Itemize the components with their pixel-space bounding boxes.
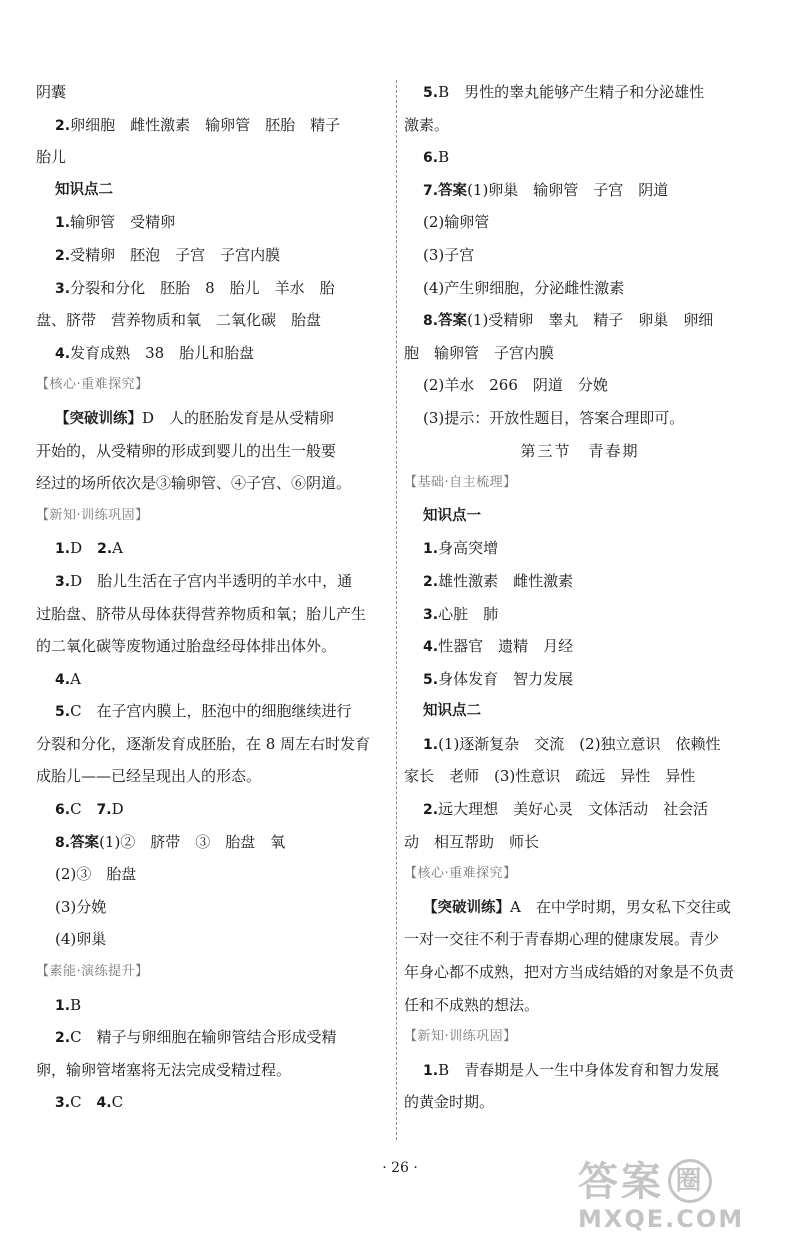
answer-text: D 人的胚胎发育是从受精卵: [142, 408, 335, 427]
answer-text: 阴囊: [36, 83, 67, 101]
page-number: · 26 ·: [382, 1160, 418, 1176]
text-line: [404, 141, 756, 174]
item-number: 7.: [423, 182, 439, 199]
answer-text: 受精卵 胚泡 子宫 子宫内膜: [70, 245, 281, 264]
item-number: 2.: [97, 541, 113, 558]
answer-text: (2)③ 胎盘: [55, 865, 137, 884]
answer-text: 输卵管 受精卵: [70, 213, 176, 232]
text-line: [36, 565, 388, 598]
text-line: [36, 923, 388, 956]
answer-text: A 在中学时期，男女私下交往或: [510, 897, 731, 916]
text-line: [36, 826, 388, 859]
item-number: 2.: [55, 1030, 71, 1047]
text-line: [36, 239, 388, 272]
item-number: 3.: [55, 1095, 71, 1112]
answer-text: (1)卵巢 输卵管 子宫 阴道: [467, 180, 669, 199]
answer-text: 胎儿: [36, 148, 67, 167]
text-line: [404, 337, 756, 370]
watermark-text: 答案: [578, 1159, 664, 1205]
item-number: 8.: [423, 313, 439, 330]
text-line: [36, 337, 388, 370]
answer-text: (1)受精卵 睾丸 精子 卵巢 卵细: [467, 311, 714, 330]
item-number: 4.: [55, 345, 71, 362]
item-number: 1.: [423, 736, 439, 753]
item-number: 4.: [423, 639, 439, 656]
section-heading: 【新知·训练巩固】: [36, 507, 149, 523]
answer-text: (3)提示：开放性题目，答案合理即可。: [423, 408, 685, 427]
answer-text: 激素。: [404, 115, 450, 134]
item-number: 5.: [423, 85, 439, 101]
answer-label: 答案: [438, 182, 468, 199]
answer-text: C 在子宫内膜上，胚泡中的细胞继续进行: [70, 702, 352, 721]
label-bold: 【突破训练】: [423, 899, 510, 916]
text-line: [404, 272, 756, 305]
answer-text: 开始的，从受精卵的形成到婴儿的出生一般要: [36, 441, 337, 460]
text-line: [36, 467, 388, 500]
column-divider: [396, 80, 397, 1140]
answer-text: 远大理想 美好心灵 文体活动 社会活: [438, 800, 709, 819]
answer-text: 心脏 肺: [438, 604, 499, 623]
text-line: [36, 532, 388, 565]
answer-text: (3)子宫: [423, 245, 475, 264]
knowledge-point-heading: 知识点二: [423, 703, 481, 720]
text-line: [36, 858, 388, 891]
answer-text: B: [438, 148, 450, 167]
section-heading: 【核心·重难探究】: [404, 866, 517, 882]
section-heading: 【核心·重难探究】: [36, 377, 149, 393]
text-line: [36, 304, 388, 337]
answer-text: D: [111, 800, 124, 819]
text-line: [404, 76, 756, 109]
answer-text: 年身心都不成熟，把对方当成结婚的对象是不负责: [404, 963, 735, 982]
text-line: [36, 760, 388, 793]
answer-text: 卵，输卵管堵塞将无法完成受精过程。: [36, 1060, 292, 1079]
section-heading: 【基础·自主梳理】: [404, 475, 517, 491]
answer-text: (1)逐渐复杂 交流 (2)独立意识 依赖性: [438, 734, 721, 753]
text-line: [36, 76, 388, 109]
text-line: [404, 174, 756, 207]
knowledge-point-heading: 知识点一: [423, 507, 481, 524]
knowledge-point-heading: 知识点二: [55, 181, 113, 198]
text-line: [36, 891, 388, 924]
answer-text: 的黄金时期。: [404, 1093, 495, 1112]
item-number: 5.: [423, 671, 439, 688]
text-line: [404, 663, 756, 696]
text-line: [36, 206, 388, 239]
answer-text: (4)卵巢: [55, 930, 107, 949]
answer-text: B: [70, 995, 82, 1014]
section-heading: 【素能·演练提升】: [36, 964, 149, 980]
item-number: 1.: [55, 215, 71, 232]
answer-text: 过胎盘、脐带从母体获得营养物质和氧；胎儿产生: [36, 604, 367, 623]
item-number: 2.: [55, 117, 71, 134]
watermark-url: MXQE.COM: [578, 1205, 745, 1233]
item-number: 3.: [423, 606, 439, 623]
item-number: 5.: [55, 704, 71, 721]
text-line: [404, 923, 756, 956]
item-number: 1.: [55, 541, 71, 558]
answer-text: A: [70, 669, 81, 688]
text-line: [404, 760, 756, 793]
item-number: 6.: [423, 150, 439, 167]
text-line: [404, 532, 756, 565]
text-line: [36, 728, 388, 761]
watermark-badge: 圈: [668, 1159, 712, 1203]
text-line: [36, 630, 388, 663]
answer-text: C 精子与卵细胞在输卵管结合形成受精: [70, 1028, 337, 1047]
text-line: [404, 369, 756, 402]
answer-text: (2)输卵管: [423, 213, 490, 232]
text-line: [404, 565, 756, 598]
left-column: [36, 76, 388, 1119]
text-line: [36, 141, 388, 174]
text-line: [36, 1054, 388, 1087]
answer-text: 任和不成熟的想法。: [404, 995, 540, 1014]
answer-text: 经过的场所依次是③输卵管、④子宫、⑥阴道。: [36, 474, 352, 493]
answer-text: B 青春期是人一生中身体发育和智力发展: [438, 1060, 720, 1079]
item-number: 2.: [423, 802, 439, 819]
text-line: [36, 793, 388, 826]
answer-text: C: [70, 1093, 97, 1112]
text-line: [404, 402, 756, 435]
answer-text: A: [112, 539, 123, 558]
item-number: 4.: [55, 671, 71, 688]
item-number: 7.: [96, 802, 112, 819]
answer-text: 胞 输卵管 子宫内膜: [404, 343, 555, 362]
item-number: 1.: [423, 1062, 439, 1079]
text-line: [404, 206, 756, 239]
answer-text: 分裂和分化，逐渐发育成胚胎，在 8 周左右时发育: [36, 734, 371, 753]
answer-text: 动 相互帮助 师长: [404, 832, 540, 851]
item-number: 1.: [55, 997, 71, 1014]
item-number: 3.: [55, 573, 71, 590]
label-bold: 【突破训练】: [55, 410, 142, 427]
text-line: [404, 793, 756, 826]
item-number: 8.: [55, 834, 71, 851]
text-line: [404, 304, 756, 337]
text-line: [36, 598, 388, 631]
answer-text: 雄性激素 雌性激素: [438, 571, 574, 590]
answer-text: (1)② 脐带 ③ 胎盘 氧: [99, 832, 286, 851]
text-line: [36, 402, 388, 435]
answer-text: 分裂和分化 胚胎 8 胎儿 羊水 胎: [70, 278, 335, 297]
text-line: [404, 728, 756, 761]
text-line: [404, 1086, 756, 1119]
item-number: 4.: [96, 1095, 112, 1112]
text-line: [404, 891, 756, 924]
answer-text: 身高突增: [438, 539, 499, 558]
text-line: [404, 109, 756, 142]
item-number: 3.: [55, 280, 71, 297]
item-number: 1.: [423, 541, 439, 558]
right-column: [404, 76, 756, 1119]
answer-label: 答案: [438, 313, 468, 330]
text-line: [404, 239, 756, 272]
answer-text: 的二氧化碳等废物通过胎盘经母体排出体外。: [36, 637, 337, 656]
text-line: [36, 272, 388, 305]
answer-text: 成胎儿——已经呈现出人的形态。: [36, 767, 262, 786]
answer-text: 发育成熟 38 胎儿和胎盘: [70, 343, 255, 362]
answer-text: 家长 老师 (3)性意识 疏远 异性 异性: [404, 767, 696, 786]
answer-text: C: [70, 800, 97, 819]
answer-text: (4)产生卵细胞，分泌雌性激素: [423, 278, 625, 297]
section-heading: 【新知·训练巩固】: [404, 1029, 517, 1045]
text-line: [36, 1086, 388, 1119]
answer-text: D: [70, 539, 98, 558]
answer-text: 一对一交往不利于青春期心理的健康发展。青少: [404, 930, 720, 949]
answer-text: 盘、脐带 营养物质和氧 二氧化碳 胎盘: [36, 311, 322, 330]
answer-text: B 男性的睾丸能够产生精子和分泌雄性: [438, 83, 705, 101]
text-line: [404, 956, 756, 989]
answer-text: (3)分娩: [55, 897, 107, 916]
text-line: [36, 1021, 388, 1054]
text-line: [404, 630, 756, 663]
text-line: [404, 826, 756, 859]
text-line: [404, 989, 756, 1022]
answer-text: 身体发育 智力发展: [438, 669, 574, 688]
text-line: [36, 989, 388, 1022]
text-line: [36, 663, 388, 696]
item-number: 2.: [55, 247, 71, 264]
text-line: [36, 109, 388, 142]
answer-text: 性器官 遗精 月经: [438, 637, 574, 656]
text-line: [36, 695, 388, 728]
answer-text: (2)羊水 266 阴道 分娩: [423, 376, 608, 395]
watermark-logo: [578, 1159, 778, 1237]
text-line: [36, 435, 388, 468]
item-number: 2.: [423, 573, 439, 590]
watermark-line: [578, 1159, 778, 1205]
answer-text: 卵细胞 雌性激素 输卵管 胚胎 精子: [70, 115, 341, 134]
answer-label: 答案: [70, 834, 100, 851]
text-line: [404, 598, 756, 631]
item-number: 6.: [55, 802, 71, 819]
answer-text: D 胎儿生活在子宫内半透明的羊水中，通: [70, 571, 353, 590]
chapter-title: 第三节 青春期: [520, 441, 640, 460]
answer-text: C: [111, 1093, 124, 1112]
text-line: [404, 1054, 756, 1087]
